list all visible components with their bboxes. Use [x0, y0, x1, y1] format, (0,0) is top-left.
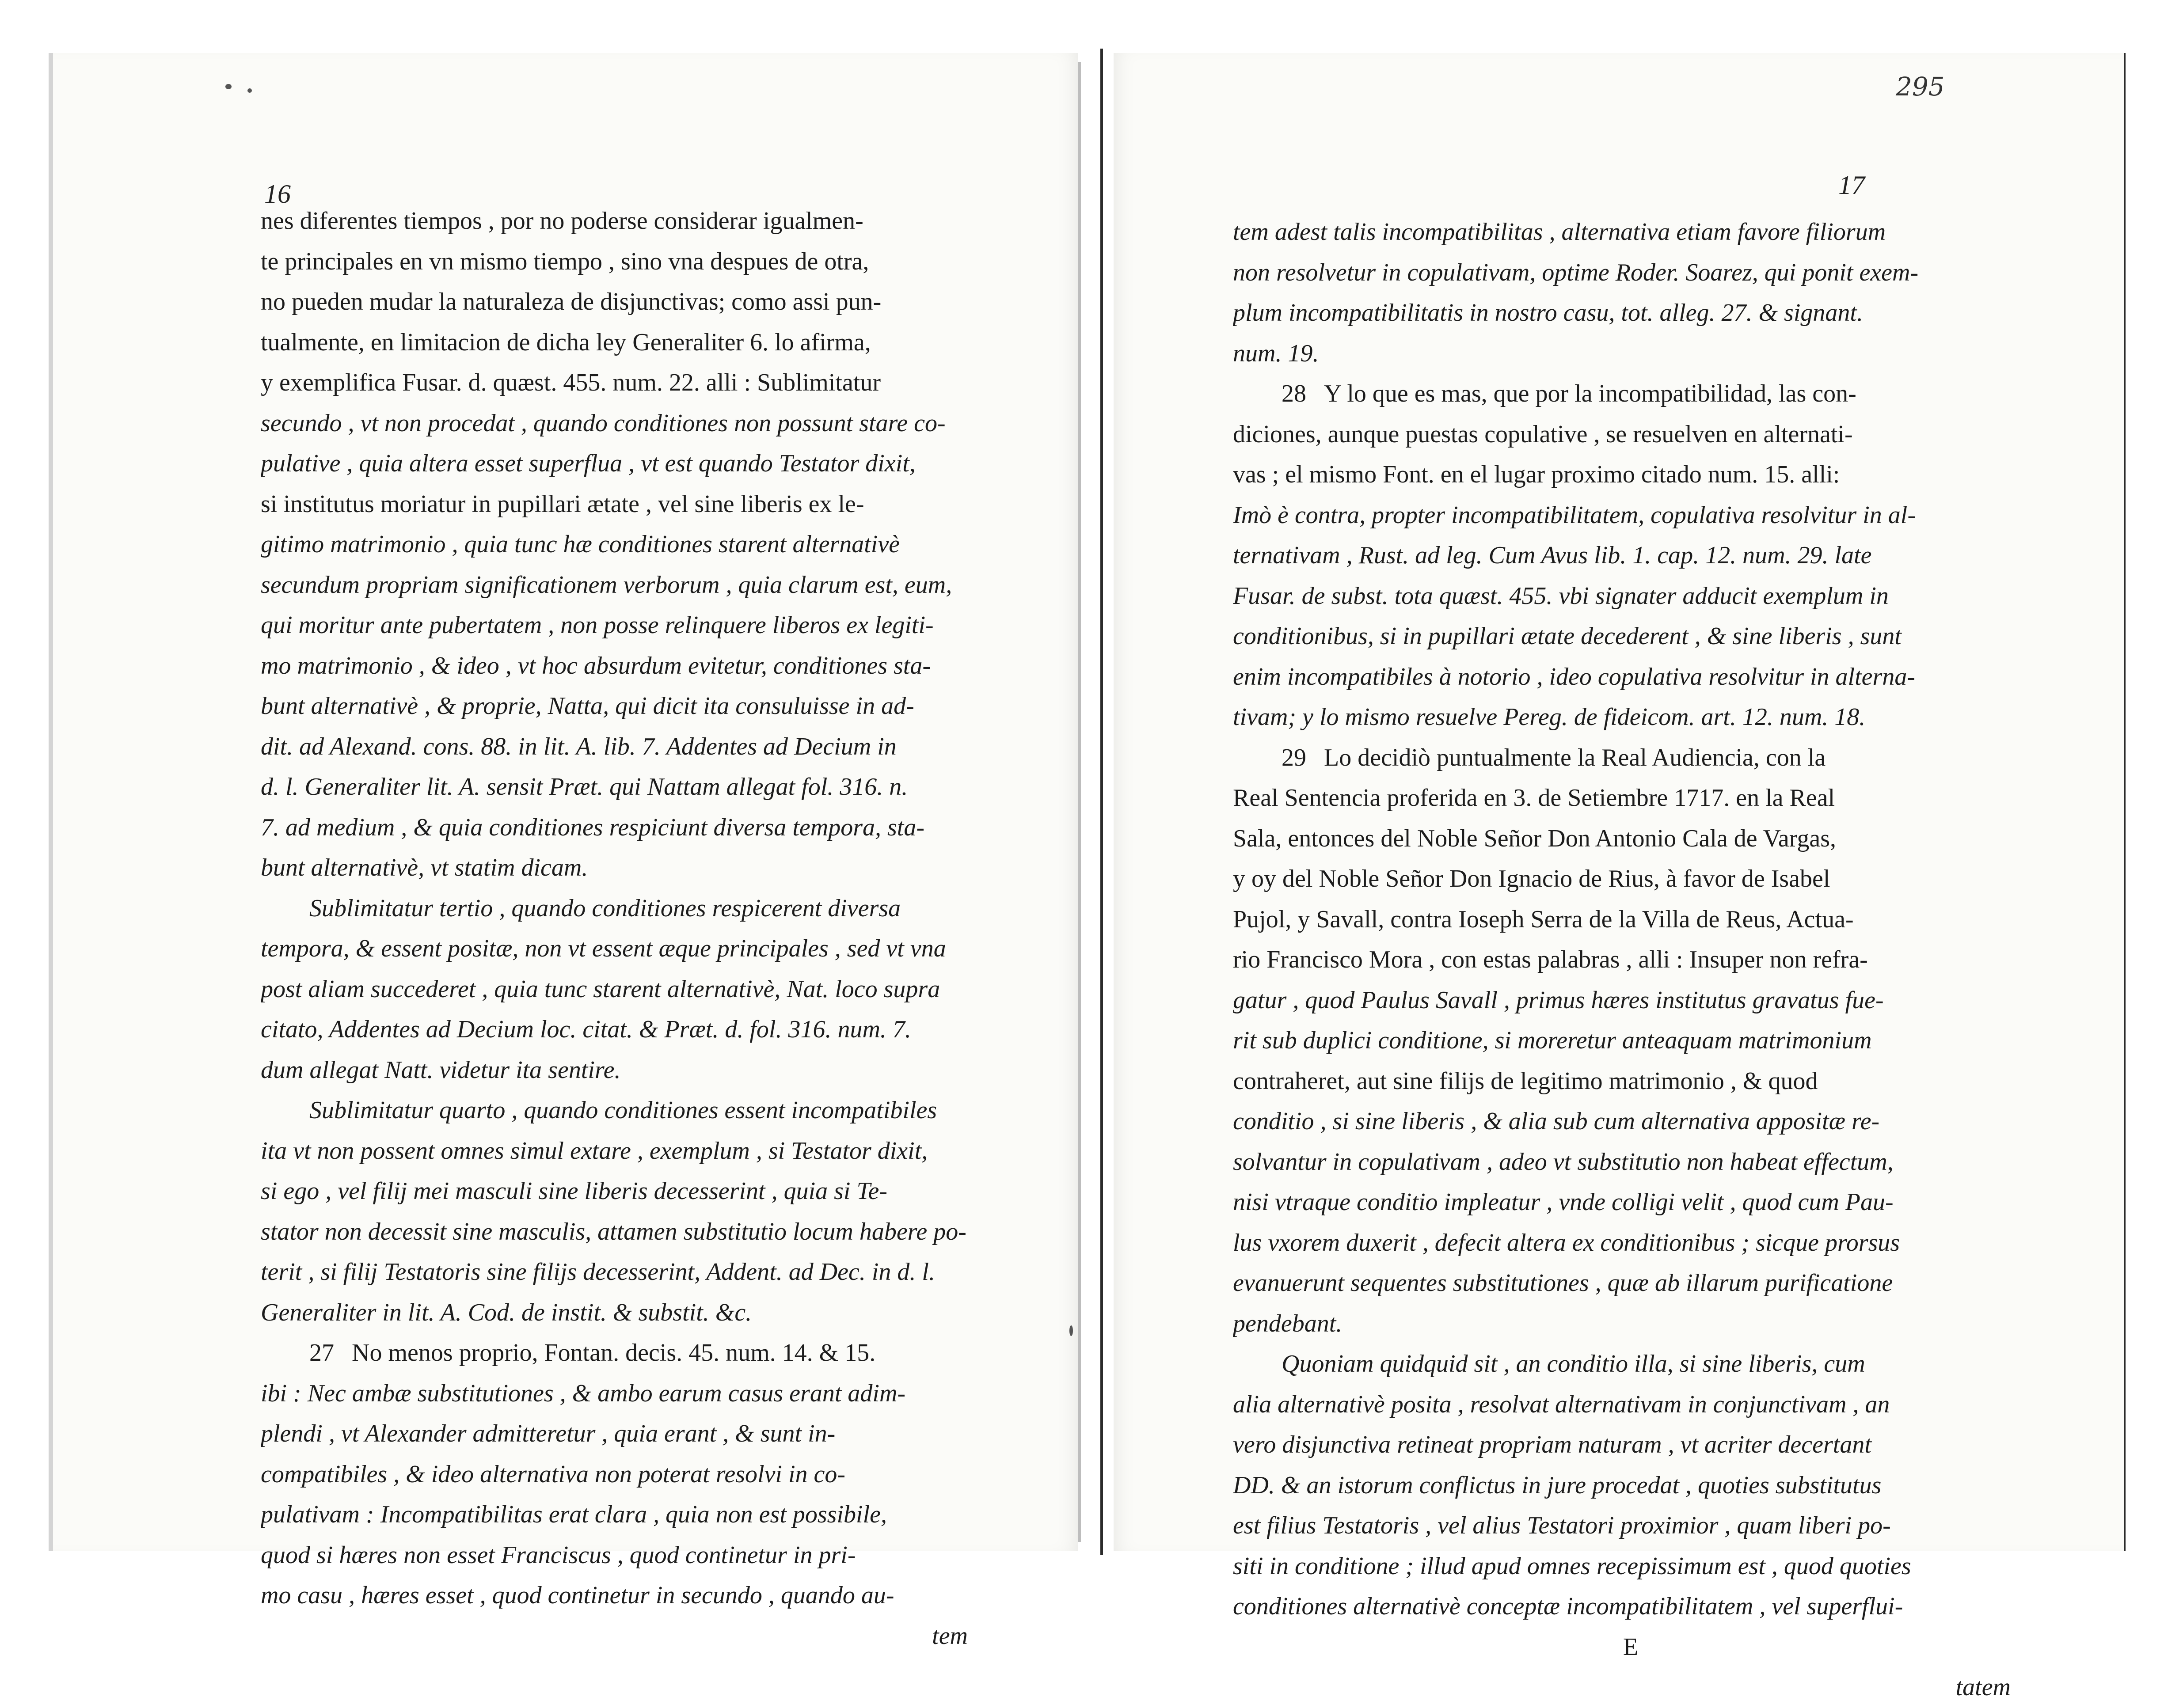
text-line: pulative , quia altera esset superflua , vt est quando Testator dixit,: [261, 450, 916, 477]
text-line: nisi vtraque conditio impleatur , vnde colligi velit , quod cum Pau-: [1233, 1188, 1894, 1216]
text-line: Fusar. de subst. tota quæst. 455. vbi signater adducit exemplum in: [1233, 582, 1889, 610]
text-line: Sublimitatur tertio , quando conditiones respicerent diversa: [309, 894, 901, 922]
text-line: nes diferentes tiempos , por no poderse considerar igualmen-: [261, 207, 863, 235]
text-line: contraheret, aut sine filijs de legitimo matrimonio , & quod: [1233, 1067, 1818, 1095]
left-page-edge: [1078, 62, 1081, 1542]
text-line: compatibiles , & ideo alternativa non poterat resolvi in co-: [261, 1460, 846, 1488]
text-line: te principales en vn mismo tiempo , sino vna despues de otra,: [261, 247, 869, 275]
text-line: secundum propriam significationem verborum , quia clarum est, eum,: [261, 571, 952, 599]
text-line: [261, 1333, 985, 1374]
text-line: tualmente, en limitacion de dicha ley Generaliter 6. lo afirma,: [261, 328, 871, 356]
text-line: diciones, aunque puestas copulative , se resuelven en alternati-: [1233, 420, 1853, 448]
text-line: est filius Testatoris , vel alius Testatori proximior , quam liberi po-: [1233, 1512, 1891, 1539]
ink-speck: [1069, 1325, 1073, 1336]
text-line: tem adest talis incompatibilitas , alternativa etiam favore filiorum: [1233, 218, 1886, 246]
text-line: plum incompatibilitatis in nostro casu, tot. alleg. 27. & signant.: [1233, 299, 1863, 326]
left-page-text: [261, 201, 985, 1656]
paragraph-text: No menos proprio, Fontan. decis. 45. num. 14. & 15.: [352, 1339, 876, 1366]
text-line: alia alternativè posita , resolvat alternativam in conjunctivam , an: [1233, 1390, 1890, 1418]
text-line: Pujol, y Savall, contra Ioseph Serra de la Villa de Reus, Actua-: [1233, 905, 1854, 933]
text-line: tivam; y lo mismo resuelve Pereg. de fideicom. art. 12. num. 18.: [1233, 703, 1866, 731]
ink-speck: [247, 88, 252, 93]
text-line: Generaliter in lit. A. Cod. de instit. & substit. &c.: [261, 1298, 752, 1326]
text-line: secundo , vt non procedat , quando conditiones non possunt stare co-: [261, 409, 946, 437]
text-line: enim incompatibiles à notorio , ideo copulativa resolvitur in alterna-: [1233, 663, 1915, 691]
text-line: bunt alternativè , & proprie, Natta, qui dicit ita consuluisse in ad-: [261, 692, 914, 720]
text-line: non resolvetur in copulativam, optime Roder. Soarez, qui ponit exem-: [1233, 258, 1919, 286]
text-line: tempora, & essent positæ, non vt essent æque principales , sed vt vna: [261, 935, 946, 962]
text-line: siti in conditione ; illud apud omnes recepissimum est , quod quoties: [1233, 1552, 1911, 1580]
text-line: gatur , quod Paulus Savall , primus hæres institutus gravatus fue-: [1233, 986, 1884, 1014]
catchword: tem: [932, 1622, 968, 1650]
binding-gutter: [1100, 49, 1103, 1555]
text-line: y oy del Noble Señor Don Ignacio de Rius, à favor de Isabel: [1233, 865, 1830, 892]
text-line: DD. & an istorum conflictus in jure procedat , quoties substitutus: [1233, 1471, 1882, 1499]
text-line: ibi : Nec ambæ substitutiones , & ambo earum casus erant adim-: [261, 1379, 906, 1407]
text-line: vero disjunctiva retineat propriam naturam , vt acriter decertant: [1233, 1431, 1871, 1458]
text-line: conditio , si sine liberis , & alia sub cum alternativa appositæ re-: [1233, 1108, 1880, 1135]
text-line: conditionibus, si in pupillari ætate decederent , & sine liberis , sunt: [1233, 622, 1902, 650]
catchword: tatem: [1955, 1674, 2011, 1701]
text-line: no pueden mudar la naturaleza de disjunctivas; como assi pun-: [261, 288, 882, 315]
text-line: stator non decessit sine masculis, attamen substitutio locum habere po-: [261, 1218, 966, 1245]
text-line: evanuerunt sequentes substitutiones , quæ ab illarum purificatione: [1233, 1269, 1893, 1297]
signature-mark: E: [1623, 1633, 1639, 1661]
text-line: rit sub duplici conditione, si moreretur anteaquam matrimonium: [1233, 1027, 1872, 1054]
text-line: dum allegat Natt. videtur ita sentire.: [261, 1056, 621, 1084]
text-line: si ego , vel filij mei masculi sine liberis decesserint , quia si Te-: [261, 1177, 887, 1205]
text-line: Real Sentencia proferida en 3. de Setiembre 1717. en la Real: [1233, 784, 1835, 812]
text-line: mo matrimonio , & ideo , vt hoc absurdum evitetur, conditiones sta-: [261, 652, 931, 679]
right-page-text: [1233, 212, 2028, 1708]
text-line: Quoniam quidquid sit , an conditio illa, si sine liberis, cum: [1282, 1350, 1865, 1378]
text-line: plendi , vt Alexander admitteretur , quia erant , & sunt in-: [261, 1420, 836, 1447]
text-line: d. l. Generaliter lit. A. sensit Præt. qui Nattam allegat fol. 316. n.: [261, 773, 908, 801]
paragraph-text: Lo decidiò puntualmente la Real Audiencia, con la: [1324, 744, 1826, 771]
text-line: rio Francisco Mora , con estas palabras , alli : Insuper non refra-: [1233, 946, 1868, 973]
right-page-number: 17: [1838, 171, 1865, 200]
text-line: quod si hæres non esset Franciscus , quod continetur in pri-: [261, 1541, 856, 1569]
text-line: y exemplifica Fusar. d. quæst. 455. num. 22. alli : Sublimitatur: [261, 369, 881, 396]
paragraph-text: Y lo que es mas, que por la incompatibilidad, las con-: [1324, 380, 1856, 407]
text-line: pendebant.: [1233, 1309, 1343, 1337]
handwritten-folio-number: 295: [1896, 72, 1945, 102]
text-line: Sala, entonces del Noble Señor Don Antonio Cala de Vargas,: [1233, 824, 1836, 852]
text-line: [1233, 374, 2028, 414]
text-line: lus vxorem duxerit , defecit altera ex conditionibus ; sicque prorsus: [1233, 1229, 1900, 1256]
text-line: post aliam succederet , quia tunc starent alternativè, Nat. loco supra: [261, 975, 940, 1003]
text-line: bunt alternativè, vt statim dicam.: [261, 854, 588, 881]
paragraph-number: 28: [1282, 380, 1306, 407]
text-line: 7. ad medium , & quia conditiones respiciunt diversa tempora, sta-: [261, 813, 924, 841]
paragraph-number: 27: [309, 1339, 334, 1366]
text-line: gitimo matrimonio , quia tunc hæ conditiones starent alternativè: [261, 531, 900, 558]
text-line: Imò è contra, propter incompatibilitatem, copulativa resolvitur in al-: [1233, 501, 1916, 529]
text-line: dit. ad Alexand. cons. 88. in lit. A. lib. 7. Addentes ad Decium in: [261, 733, 897, 760]
text-line: mo casu , hæres esset , quod continetur in secundo , quando au-: [261, 1582, 894, 1609]
text-line: qui moritur ante pubertatem , non posse relinquere liberos ex legiti-: [261, 611, 934, 639]
paragraph-number: 29: [1282, 744, 1306, 771]
text-line: pulativam : Incompatibilitas erat clara , quia non est possibile,: [261, 1501, 887, 1528]
text-line: terit , si filij Testatoris sine filijs decesserint, Addent. ad Dec. in d. l.: [261, 1258, 935, 1286]
text-line: vas ; el mismo Font. en el lugar proximo citado num. 15. alli:: [1233, 461, 1840, 488]
text-line: ita vt non possent omnes simul extare , exemplum , si Testator dixit,: [261, 1137, 928, 1165]
text-line: Sublimitatur quarto , quando conditiones essent incompatibiles: [309, 1097, 937, 1124]
ink-speck: [225, 84, 232, 89]
left-page-number: 16: [264, 179, 291, 209]
text-line: solvantur in copulativam , adeo vt substitutio non habeat effectum,: [1233, 1148, 1894, 1176]
text-line: [1233, 738, 2028, 778]
text-line: num. 19.: [1233, 339, 1319, 367]
text-line: citato, Addentes ad Decium loc. citat. & Præt. d. fol. 316. num. 7.: [261, 1016, 911, 1043]
text-line: si institutus moriatur in pupillari ætate , vel sine liberis ex le-: [261, 490, 864, 518]
text-line: ternativam , Rust. ad leg. Cum Avus lib. 1. cap. 12. num. 29. late: [1233, 542, 1872, 569]
text-line: conditiones alternativè conceptæ incompatibilitatem , vel superflui-: [1233, 1593, 1903, 1620]
